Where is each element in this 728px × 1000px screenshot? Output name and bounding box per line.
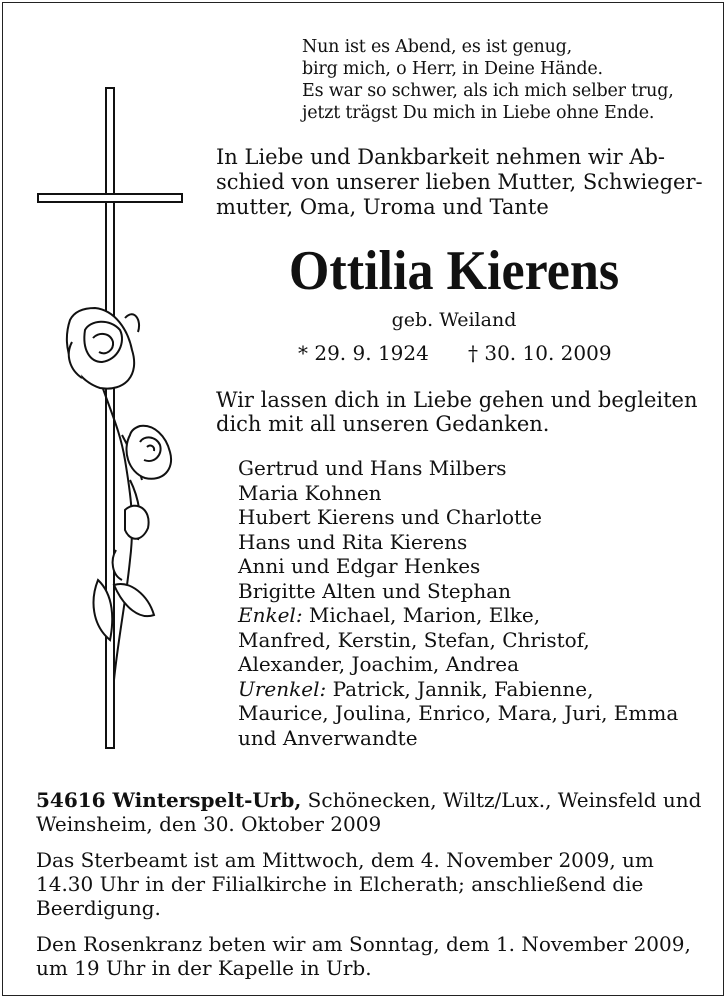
address-places: Schönecken, Wiltz/Lux., Weinsfeld und <box>301 788 702 812</box>
poem-line: birg mich, o Herr, in Deine Hände. <box>302 59 603 79</box>
rosary-line: um 19 Uhr in der Kapelle in Urb. <box>36 956 372 980</box>
address <box>36 788 702 836</box>
farewell-line: dich mit all unseren Gedanken. <box>216 412 550 436</box>
mourner-family: Gertrud und Hans Milbers <box>238 456 507 480</box>
mourner-family: Hubert Kierens und Charlotte <box>238 505 542 529</box>
intro-text <box>216 145 703 220</box>
great-grandchildren-line <box>238 677 698 702</box>
intro-line: mutter, Oma, Uroma und Tante <box>216 195 549 219</box>
intro-line: schied von unserer lieben Mutter, Schwieger- <box>216 170 703 194</box>
cross-with-roses-icon <box>30 80 210 760</box>
grandchildren-label: Enkel: <box>238 603 303 627</box>
poem-line: Es war so schwer, als ich mich selber trug, <box>302 81 674 101</box>
address-line <box>36 788 702 812</box>
poem-line: Nun ist es Abend, es ist genug, <box>302 37 573 57</box>
death-date: † 30. 10. 2009 <box>468 341 612 365</box>
mourner-family: Brigitte Alten und Stephan <box>238 578 512 603</box>
great-grandchildren-names: Patrick, Jannik, Fabienne, <box>326 676 594 701</box>
farewell-line: Wir lassen dich in Liebe gehen und begleiten <box>216 388 698 412</box>
poem <box>302 36 712 124</box>
relatives: und Anverwandte <box>238 725 418 750</box>
farewell-text <box>216 388 696 436</box>
poem-line: jetzt trägst Du mich in Liebe ohne Ende. <box>302 103 655 123</box>
mourner-family: Anni und Edgar Henkes <box>238 554 481 578</box>
great-grandchildren-label: Urenkel: <box>238 676 327 701</box>
grandchildren-names: Alexander, Joachim, Andrea <box>238 652 520 676</box>
address-date: Weinsheim, den 30. Oktober 2009 <box>36 812 382 836</box>
deceased-name: Ottilia Kierens <box>288 240 620 302</box>
funeral-line: Beerdigung. <box>36 896 161 920</box>
birth-date: * 29. 9. 1924 <box>298 341 429 365</box>
grandchildren-names: Manfred, Kerstin, Stefan, Christof, <box>238 627 590 652</box>
mourner-family: Hans und Rita Kierens <box>238 529 468 554</box>
rosary-info <box>36 932 696 980</box>
grandchildren-line <box>238 603 698 628</box>
maiden-name: geb. Weiland <box>391 309 517 331</box>
mourners-list <box>238 456 698 750</box>
rosary-line: Den Rosenkranz beten wir am Sonntag, dem 1. November 2009, <box>36 932 691 956</box>
funeral-line: 14.30 Uhr in der Filialkirche in Elcherath; anschließend die <box>36 872 644 896</box>
funeral-info <box>36 848 696 920</box>
address-place: 54616 Winterspelt-Urb, <box>36 788 302 812</box>
grandchildren-names: Michael, Marion, Elke, <box>302 603 541 627</box>
funeral-line: Das Sterbeamt ist am Mittwoch, dem 4. November 2009, um <box>36 848 654 872</box>
mourner-family: Maria Kohnen <box>238 480 382 505</box>
intro-line: In Liebe und Dankbarkeit nehmen wir Ab- <box>216 145 666 169</box>
great-grandchildren-names: Maurice, Joulina, Enrico, Mara, Juri, Emma <box>238 701 679 725</box>
